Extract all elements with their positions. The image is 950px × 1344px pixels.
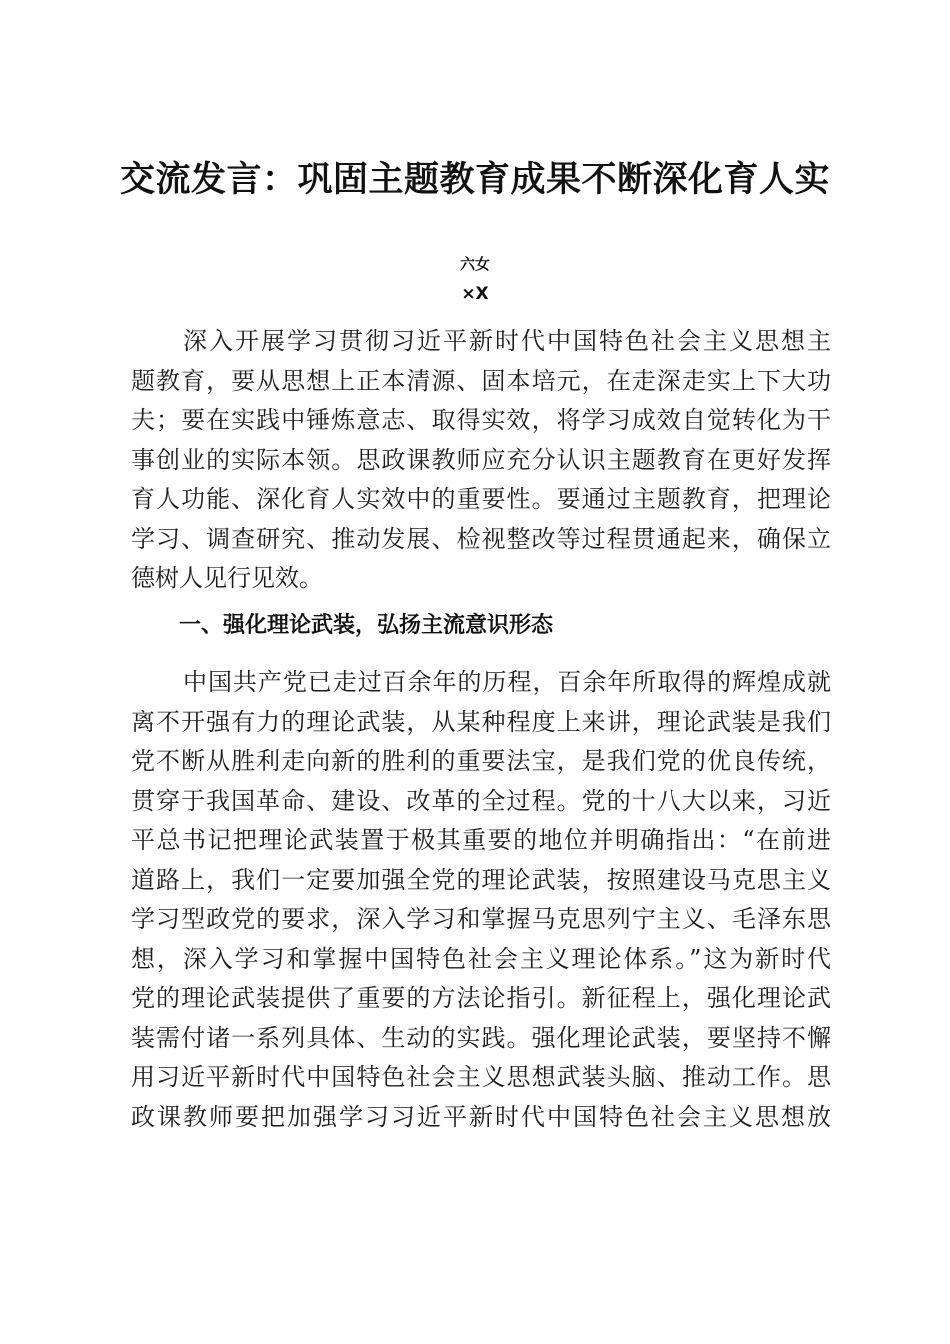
paragraph-line: 政课教师要把加强学习习近平新时代中国特色社会主义思想放: [131, 1102, 831, 1131]
paragraph-line: 夫；要在实践中锤炼意志、取得实效，将学习成效自觉转化为干: [131, 406, 831, 434]
paragraph-line: 道路上，我们一定要加强全党的理论武装，按照建设马克思主义: [131, 865, 831, 894]
paragraph-line: 贯穿于我国革命、建设、改革的全过程。党的十八大以来，习近: [131, 786, 831, 815]
paragraph-line: 题教育，要从思想上正本清源、固本培元，在走深走实上下大功: [131, 366, 831, 395]
section-heading: 一、强化理论武装，弘扬主流意识形态: [179, 613, 554, 638]
paragraph-line: 平总书记把理论武装置于极其重要的地位并明确指出：“在前进: [131, 826, 831, 854]
document-title: 交流发言：巩固主题教育成果不断深化育人实: [119, 160, 830, 200]
paragraph-line: 离不开强有力的理论武装，从某种程度上来讲，理论武装是我们: [131, 707, 831, 736]
paragraph-line: 想，深入学习和掌握中国特色社会主义理论体系。”这为新时代: [131, 944, 831, 973]
paragraph-line: 装需付诸一系列具体、生动的实践。强化理论武装，要坚持不懈: [131, 1023, 831, 1052]
paragraph-line: 深入开展学习贯彻习近平新时代中国特色社会主义思想主: [183, 327, 831, 355]
paragraph-line: 用习近平新时代中国特色社会主义思想武装头脑、推动工作。思: [131, 1063, 831, 1091]
section1-paragraph: [131, 663, 831, 1137]
paragraph-line: 党不断从胜利走向新的胜利的重要法宝，是我们党的优良传统，: [131, 747, 831, 775]
paragraph-line: 学习型政党的要求，深入学习和掌握马克思列宁主义、毛泽东思: [131, 905, 831, 933]
paragraph-line: 中国共产党已走过百余年的历程，百余年所取得的辉煌成就: [183, 668, 831, 696]
paragraph-line: 育人功能、深化育人实效中的重要性。要通过主题教育，把理论: [131, 485, 831, 513]
paragraph-line: 事创业的实际本领。思政课教师应充分认识主题教育在更好发挥: [131, 445, 831, 474]
author-line-1: 六女: [459, 255, 490, 273]
paragraph-line: 德树人见行见效。: [131, 564, 323, 592]
paragraph-line: 党的理论武装提供了重要的方法论指引。新征程上，强化理论武: [131, 984, 831, 1012]
intro-paragraph: [131, 322, 831, 599]
paragraph-line: 学习、调查研究、推动发展、检视整改等过程贯通起来，确保立: [131, 524, 831, 553]
author-line-2: ×X: [461, 284, 489, 304]
